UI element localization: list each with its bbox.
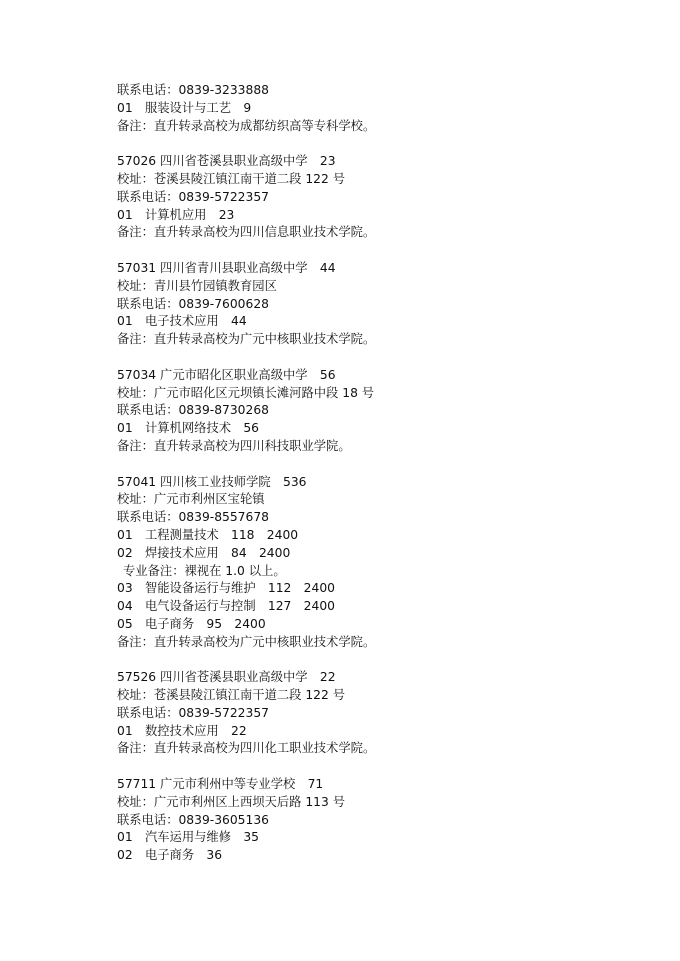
school-entry-57031 (117, 260, 657, 349)
major-line: 02 电子商务 36 (117, 848, 223, 863)
address-line: 校址：苍溪县陵江镇江南干道二段 122 号 (117, 688, 346, 703)
major-line: 05 电子商务 95 2400 (117, 616, 266, 631)
school-entry-continued (117, 82, 657, 135)
major-line: 02 焊接技术应用 84 2400 (117, 545, 291, 560)
school-header: 57526 四川省苍溪县职业高级中学 22 (117, 670, 336, 685)
school-entry-57041 (117, 474, 657, 652)
major-line: 01 汽车运用与维修 35 (117, 830, 259, 845)
school-header: 57711 广元市利州中等专业学校 71 (117, 777, 324, 792)
address-line: 校址：青川县竹园镇教育园区 (117, 278, 277, 293)
document-page (117, 82, 657, 883)
remark-line: 备注：直升转录高校为四川化工职业技术学院。 (117, 741, 376, 756)
school-entry-57711 (117, 776, 657, 865)
phone-line: 联系电话：0839-3605136 (117, 812, 269, 827)
remark-line: 备注：直升转录高校为四川信息职业技术学院。 (117, 225, 376, 240)
school-header: 57031 四川省青川县职业高级中学 44 (117, 260, 336, 275)
major-line: 01 计算机网络技术 56 (117, 421, 259, 436)
major-line: 03 智能设备运行与维护 112 2400 (117, 581, 335, 596)
major-line: 04 电气设备运行与控制 127 2400 (117, 599, 335, 614)
remark-line: 备注：直升转录高校为广元中核职业技术学院。 (117, 332, 376, 347)
major-line: 01 工程测量技术 118 2400 (117, 527, 299, 542)
phone-line: 联系电话：0839-8730268 (117, 403, 269, 418)
major-line: 01 计算机应用 23 (117, 207, 235, 222)
major-line: 01 电子技术应用 44 (117, 314, 247, 329)
major-remark-line: 专业备注：裸视在 1.0 以上。 (123, 563, 286, 578)
phone-line: 联系电话：0839-3233888 (117, 83, 269, 97)
address-line: 校址：广元市利州区宝轮镇 (117, 492, 265, 507)
address-line: 校址：苍溪县陵江镇江南干道二段 122 号 (117, 171, 346, 186)
remark-line: 备注：直升转录高校为四川科技职业学院。 (117, 438, 351, 453)
school-header: 57041 四川核工业技师学院 536 (117, 474, 307, 489)
school-header: 57026 四川省苍溪县职业高级中学 23 (117, 154, 336, 169)
phone-line: 联系电话：0839-7600628 (117, 296, 269, 311)
remark-line: 备注：直升转录高校为广元中核职业技术学院。 (117, 634, 376, 649)
phone-line: 联系电话：0839-5722357 (117, 189, 269, 204)
phone-line: 联系电话：0839-5722357 (117, 705, 269, 720)
major-line: 01 服装设计与工艺 9 (117, 100, 252, 115)
school-entry-57034 (117, 367, 657, 456)
remark-line: 备注：直升转录高校为成都纺织高等专科学校。 (117, 118, 376, 133)
school-entry-57526 (117, 669, 657, 758)
phone-line: 联系电话：0839-8557678 (117, 510, 269, 525)
school-entry-57026 (117, 153, 657, 242)
major-line: 01 数控技术应用 22 (117, 723, 247, 738)
address-line: 校址：广元市昭化区元坝镇长滩河路中段 18 号 (117, 385, 375, 400)
school-header: 57034 广元市昭化区职业高级中学 56 (117, 367, 336, 382)
address-line: 校址：广元市利州区上西坝天后路 113 号 (117, 794, 346, 809)
